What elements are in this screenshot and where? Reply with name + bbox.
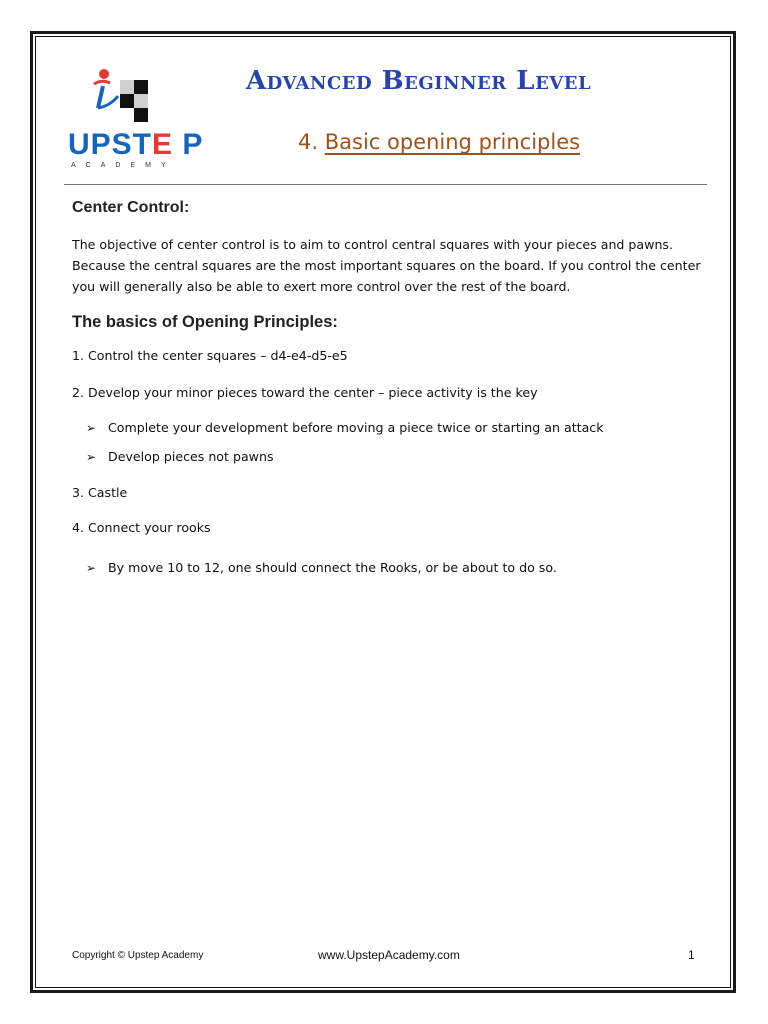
- bullet-text: By move 10 to 12, one should connect the Rooks, or be about to do so.: [108, 560, 557, 575]
- principle-sub-bullet: [86, 560, 557, 575]
- logo-subtitle: ACADEMY: [71, 162, 176, 169]
- principle-item: 2. Develop your minor pieces toward the center – piece activity is the key: [72, 385, 538, 400]
- upstep-academy-logo: [68, 66, 204, 172]
- principle-item: 1. Control the center squares – d4-e4-d5-e5: [72, 348, 348, 363]
- level-title: Advanced Beginner Level: [246, 66, 592, 96]
- footer-copyright: Copyright © Upstep Academy: [72, 950, 204, 961]
- header-divider: [64, 184, 707, 185]
- principle-item: 3. Castle: [72, 485, 128, 500]
- lesson-name: Basic opening principles: [324, 130, 581, 154]
- logo-wordmark: UPSTE P: [68, 128, 204, 161]
- center-control-paragraph: The objective of center control is to aim to control central squares with your pieces and pawns. Because the central squares are the most important squares on the board. If you control the center you will generally also be able to exert more control over the rest of the board.: [72, 237, 701, 294]
- page-border-inner: [35, 36, 731, 988]
- arrow-bullet-icon: ➢: [86, 450, 97, 464]
- footer-website[interactable]: www.UpstepAcademy.com: [318, 948, 460, 962]
- bullet-text: Develop pieces not pawns: [108, 449, 274, 464]
- principle-item: 4. Connect your rooks: [72, 520, 211, 535]
- arrow-bullet-icon: ➢: [86, 561, 97, 575]
- principle-sub-bullet: [86, 420, 604, 435]
- chess-figure-logo-icon: [90, 66, 160, 128]
- principle-sub-bullet: [86, 449, 274, 464]
- center-control-heading: Center Control:: [72, 199, 190, 216]
- opening-principles-heading: The basics of Opening Principles:: [72, 313, 338, 331]
- arrow-bullet-icon: ➢: [86, 421, 97, 435]
- page-number: 1: [688, 948, 695, 962]
- bullet-text: Complete your development before moving a piece twice or starting an attack: [108, 420, 604, 435]
- lesson-title: [298, 130, 580, 154]
- lesson-number: 4.: [298, 130, 319, 154]
